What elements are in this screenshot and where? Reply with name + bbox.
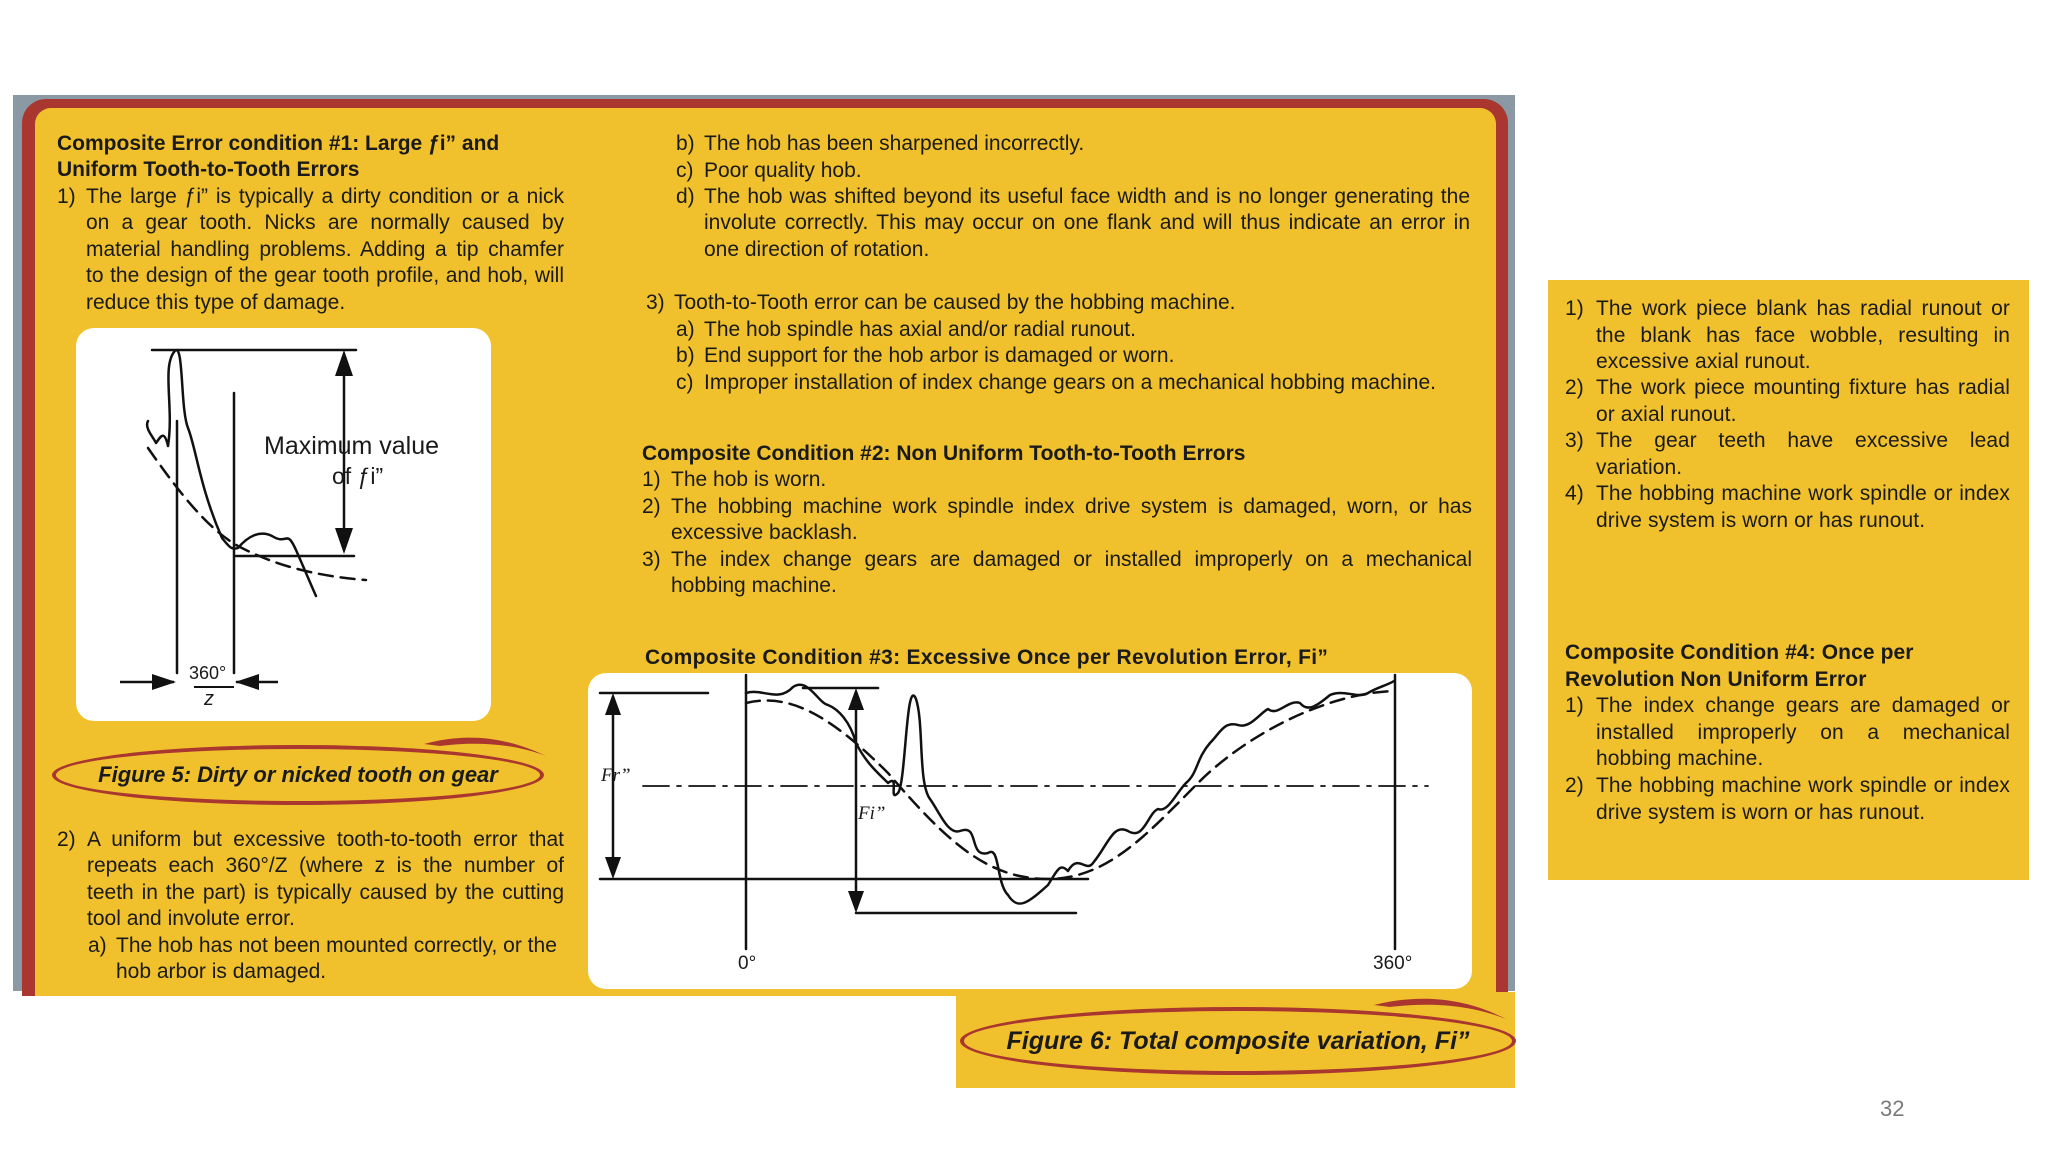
fig5-label-max: Maximum value bbox=[264, 432, 440, 460]
fig5-fraction-bar bbox=[194, 686, 234, 688]
item-text: The hobbing machine work spindle or index drive system is worn or has runout. bbox=[1596, 774, 2010, 824]
item-number: b) bbox=[676, 344, 695, 367]
condition2-item-2 bbox=[642, 494, 1472, 547]
fig5-h-arrow-left-icon bbox=[235, 674, 259, 690]
condition2-heading: Composite Condition #2: Non Uniform Tooth-to-Tooth Errors bbox=[642, 442, 1246, 465]
item-text: The work piece blank has radial runout or the blank has face wobble, resulting in excessive axial runout. bbox=[1596, 297, 2010, 373]
figure5-plot bbox=[76, 328, 491, 721]
fig5-h-arrow-right-icon bbox=[152, 674, 176, 690]
fig6-fi-arrow-down-icon bbox=[848, 891, 864, 913]
item-d bbox=[676, 184, 1470, 263]
item-text: The index change gears are damaged or installed improperly on a mechanical hobbing machine. bbox=[1596, 694, 2010, 770]
condition1-heading: Composite Error condition #1: Large ƒi” and Uniform Tooth-to-Tooth Errors bbox=[57, 132, 500, 182]
right-item-1 bbox=[1565, 296, 2010, 376]
condition4-item-2 bbox=[1565, 773, 2010, 826]
figure6-box bbox=[588, 673, 1472, 989]
item-number: 2) bbox=[642, 495, 661, 518]
right-item-2 bbox=[1565, 375, 2010, 428]
item-text: The large ƒi” is typically a dirty condition or a nick on a gear tooth. Nicks are normally caused by material handling problems. Adding a tip chamfer to the design of the gear tooth profile, and hob, will reduce this type of damage. bbox=[86, 185, 564, 314]
item-3c bbox=[676, 370, 1470, 396]
fig5-arrow-up-icon bbox=[335, 350, 353, 376]
condition2-item-1 bbox=[642, 467, 1472, 493]
fig6-label-0: 0° bbox=[738, 953, 757, 974]
fig6-fi-arrow-up-icon bbox=[848, 688, 864, 710]
item-text: The hob has not been mounted correctly, or the hob arbor is damaged. bbox=[116, 934, 557, 984]
item-text: The index change gears are damaged or installed improperly on a mechanical hobbing machine. bbox=[671, 548, 1472, 598]
item-text: Improper installation of index change gears on a mechanical hobbing machine. bbox=[704, 371, 1436, 394]
item-number: c) bbox=[676, 159, 694, 182]
figure5-box bbox=[76, 328, 491, 721]
condition2-item-3 bbox=[642, 547, 1472, 600]
page-number: 32 bbox=[1880, 1096, 1905, 1121]
item-text: A uniform but excessive tooth-to-tooth error that repeats each 360°/Z (where z is the number of teeth in the part) is typically caused by the cutting tool and involute error. bbox=[87, 828, 564, 931]
item-number: a) bbox=[676, 318, 695, 341]
condition4-item-1 bbox=[1565, 693, 2010, 773]
fig5-arrow-down-icon bbox=[335, 528, 353, 554]
item-number: 1) bbox=[642, 468, 661, 491]
item-number: 2) bbox=[57, 828, 76, 851]
fig6-fr-arrow-down-icon bbox=[605, 857, 621, 879]
item-c bbox=[676, 158, 1476, 184]
condition1-item-2 bbox=[57, 827, 564, 933]
condition3-heading: Composite Condition #3: Excessive Once per Revolution Error, Fi” bbox=[645, 646, 1329, 669]
condition1-item-2a bbox=[88, 933, 564, 986]
item-text: The hob has been sharpened incorrectly. bbox=[704, 132, 1085, 155]
fig5-label-360: 360° bbox=[189, 663, 227, 683]
item-number: 1) bbox=[57, 185, 76, 208]
item-3 bbox=[646, 290, 1470, 316]
item-text: The hob spindle has axial and/or radial runout. bbox=[704, 318, 1136, 341]
fig5-label-z: z bbox=[204, 688, 214, 710]
item-number: 1) bbox=[1565, 297, 1584, 320]
condition1-item-1 bbox=[57, 184, 564, 316]
item-number: 1) bbox=[1565, 694, 1584, 717]
right-item-4 bbox=[1565, 481, 2010, 534]
figure6-caption: Figure 6: Total composite variation, Fi” bbox=[1006, 1026, 1470, 1055]
fig6-solid-trace bbox=[746, 681, 1394, 904]
fig6-fr-arrow-up-icon bbox=[605, 693, 621, 715]
fig6-label-360: 360° bbox=[1373, 953, 1413, 974]
fig6-dashed-trace bbox=[746, 691, 1394, 879]
fig6-label-Fi: Fi” bbox=[858, 803, 886, 824]
item-number: 3) bbox=[1565, 429, 1584, 452]
item-3a bbox=[676, 317, 1470, 343]
item-text: The hob was shifted beyond its useful face width and is no longer generating the involute correctly. This may occur on one flank and will thus indicate an error in one direction of rotation. bbox=[704, 185, 1470, 261]
right-item-3 bbox=[1565, 428, 2010, 481]
item-text: The gear teeth have excessive lead variation. bbox=[1596, 429, 2010, 479]
item-text: Tooth-to-Tooth error can be caused by the hobbing machine. bbox=[674, 291, 1236, 314]
item-text: The hobbing machine work spindle index drive system is damaged, worn, or has excessive backlash. bbox=[671, 495, 1472, 545]
figure6-plot bbox=[588, 673, 1472, 989]
figure5-swoosh bbox=[420, 732, 550, 762]
item-number: c) bbox=[676, 371, 694, 394]
item-number: 4) bbox=[1565, 482, 1584, 505]
item-number: a) bbox=[88, 934, 107, 957]
item-number: 3) bbox=[646, 291, 665, 314]
item-text: The hob is worn. bbox=[671, 468, 827, 491]
item-3b bbox=[676, 343, 1470, 369]
fig6-label-Fr: Fr” bbox=[601, 765, 631, 786]
condition4-heading: Composite Condition #4: Once per Revolution Non Uniform Error bbox=[1565, 641, 1914, 691]
fig5-solid-trace bbox=[147, 350, 316, 596]
item-text: End support for the hob arbor is damaged or worn. bbox=[704, 344, 1175, 367]
item-b bbox=[676, 131, 1476, 157]
item-text: The work piece mounting fixture has radial or axial runout. bbox=[1596, 376, 2010, 426]
item-number: 2) bbox=[1565, 774, 1584, 797]
fig5-label-of: of ƒi” bbox=[332, 463, 384, 489]
item-number: b) bbox=[676, 132, 695, 155]
item-text: Poor quality hob. bbox=[704, 159, 862, 182]
item-text: The hobbing machine work spindle or index drive system is worn or has runout. bbox=[1596, 482, 2010, 532]
figure5-caption: Figure 5: Dirty or nicked tooth on gear bbox=[98, 762, 498, 787]
item-number: 3) bbox=[642, 548, 661, 571]
figure6-swoosh bbox=[1370, 993, 1510, 1023]
item-number: 2) bbox=[1565, 376, 1584, 399]
item-number: d) bbox=[676, 185, 695, 208]
